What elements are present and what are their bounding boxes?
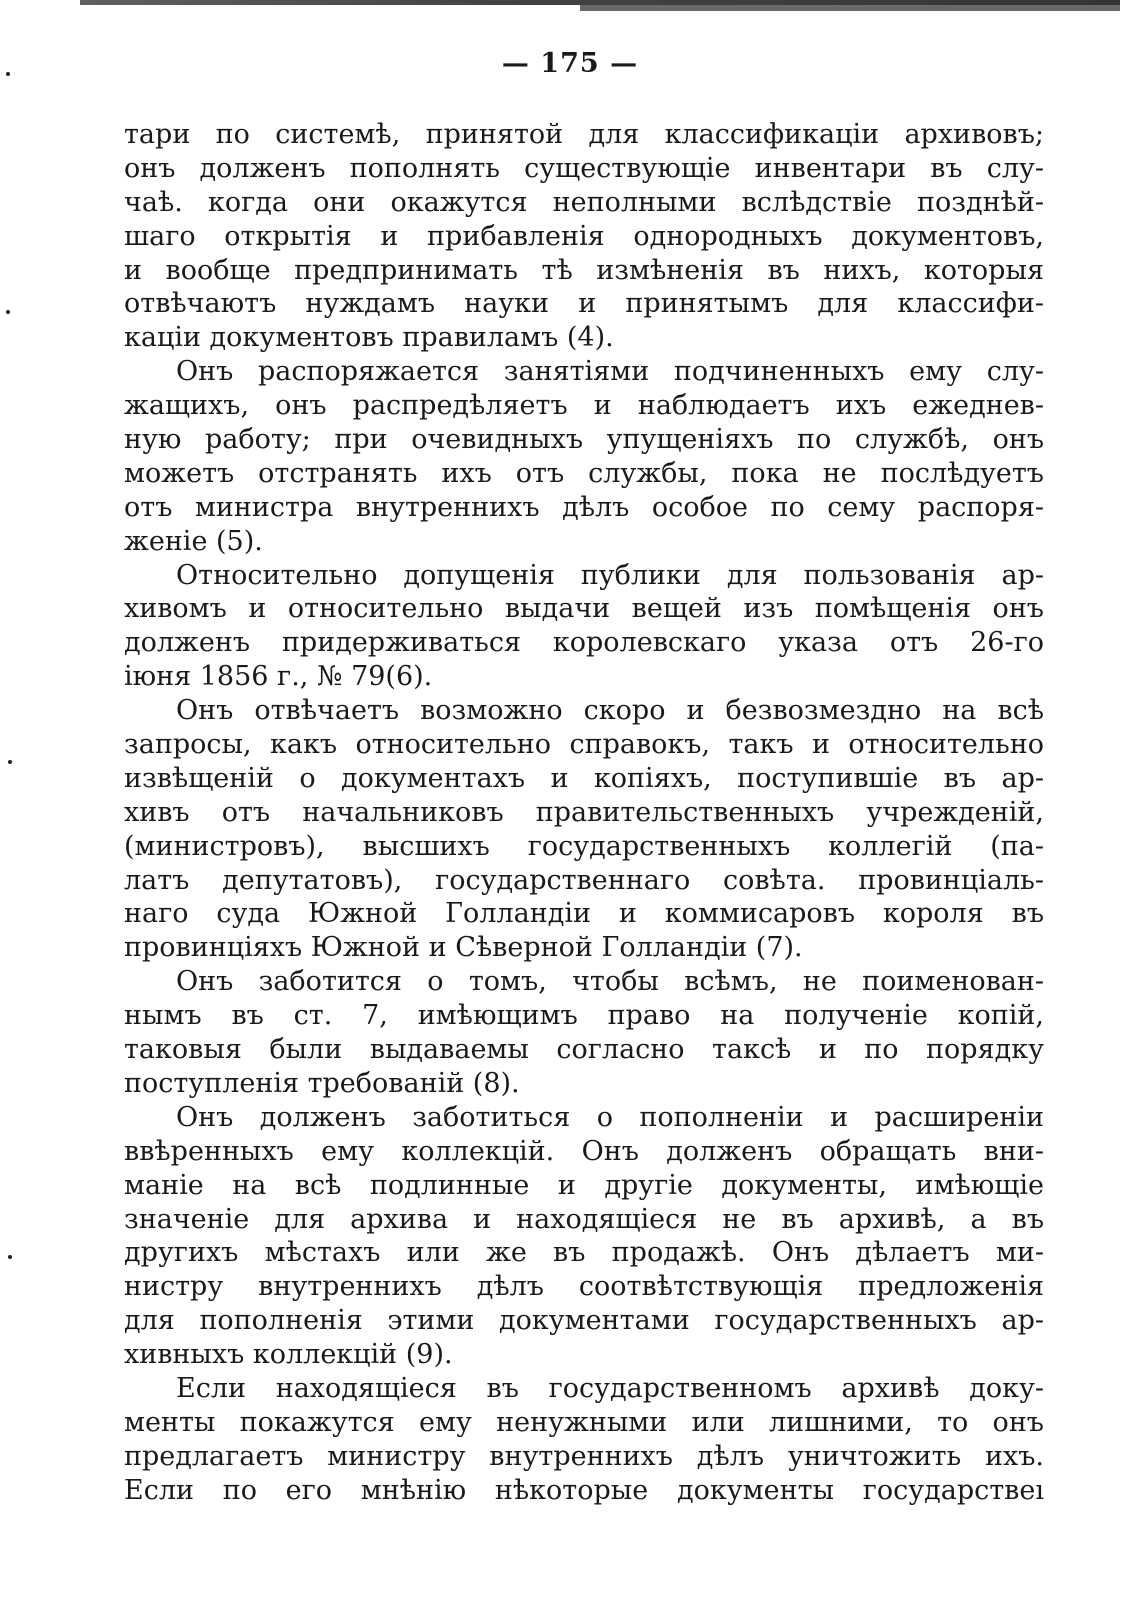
page-body-text — [124, 118, 1044, 1508]
text-line: жащихъ, онъ распредѣляетъ и наблюдаетъ ихъ ежеднев- — [124, 390, 1044, 422]
text-line: Онъ долженъ заботиться о пополненіи и расширеніи — [176, 1101, 1044, 1133]
text-line: онъ долженъ пополнять существующіе инвентари въ слу- — [124, 152, 1044, 184]
page-number: — 175 — — [501, 48, 639, 79]
text-line: запросы, какъ относительно справокъ, такъ и относительно — [124, 729, 1044, 761]
scan-speck — [8, 760, 12, 764]
text-line: отвѣчаютъ нуждамъ науки и принятымъ для классифи- — [124, 288, 1044, 320]
text-line: ную работу; при очевидныхъ упущеніяхъ по службѣ, онъ — [124, 424, 1044, 456]
scan-speck — [8, 1255, 12, 1259]
scan-top-edge-shadow — [580, 5, 1120, 11]
text-line: значеніе для архива и находящіеся не въ архивѣ, а въ — [124, 1203, 1044, 1235]
text-line: долженъ придерживаться королевскаго указа отъ 26-го — [124, 627, 1044, 659]
text-line: менты покажутся ему ненужными или лишними, то онъ — [124, 1406, 1044, 1438]
scan-speck — [6, 310, 10, 314]
text-line: хивомъ и относительно выдачи вещей изъ помѣщенія онъ — [124, 593, 1044, 625]
text-line: Онъ заботится о томъ, чтобы всѣмъ, не поименован- — [176, 966, 1044, 998]
text-line: каціи документовъ правиламъ (4). — [124, 322, 614, 354]
text-line: Если находящіеся въ государственномъ архивѣ доку- — [176, 1372, 1044, 1404]
text-line: нистру внутреннихъ дѣлъ соотвѣтствующія предложенія — [124, 1271, 1044, 1303]
text-line: для пополненія этими документами государственныхъ ар- — [124, 1305, 1044, 1337]
text-line: (министровъ), высшихъ государственныхъ коллегій (па- — [124, 830, 1044, 862]
text-line: нымъ въ ст. 7, имѣющимъ право на полученіе копій, — [124, 1000, 1044, 1032]
text-line: таковыя были выдаваемы согласно таксѣ и по порядку — [124, 1034, 1044, 1066]
text-line: можетъ отстранять ихъ отъ службы, пока не послѣдуетъ — [124, 457, 1044, 489]
text-line: отъ министра внутреннихъ дѣлъ особое по сему распоря- — [124, 491, 1044, 523]
text-line: шаго открытія и прибавленія однородныхъ документовъ, — [124, 220, 1044, 252]
text-line: другихъ мѣстахъ или же въ продажѣ. Онъ дѣлаетъ ми- — [124, 1237, 1044, 1269]
text-line: латъ депутатовъ), государственнаго совѣта. провинціаль- — [124, 864, 1044, 896]
text-line: провинціяхъ Южной и Сѣверной Голландіи (7). — [124, 932, 803, 964]
text-line: хивъ отъ начальниковъ правительственныхъ учрежденій, — [124, 796, 1044, 828]
text-line: ввѣренныхъ ему коллекцій. Онъ долженъ обращать вни- — [124, 1135, 1044, 1167]
text-line: извѣщеній о документахъ и копіяхъ, поступившіе въ ар- — [124, 762, 1044, 794]
text-line: Онъ распоряжается занятіями подчиненныхъ ему слу- — [176, 356, 1044, 388]
text-line: поступленія требованій (8). — [124, 1067, 520, 1099]
text-line: наго суда Южной Голландіи и коммисаровъ короля въ — [124, 898, 1044, 930]
text-line: Относительно допущенія публики для пользованія ар- — [176, 559, 1044, 591]
text-line: и вообще предпринимать тѣ измѣненія въ нихъ, которыя — [124, 254, 1044, 286]
text-line: Онъ отвѣчаетъ возможно скоро и безвозмездно на всѣ — [176, 695, 1044, 727]
text-line: іюня 1856 г., № 79(6). — [124, 661, 433, 693]
text-line: Если по его мнѣнію нѣкоторые документы государствеı — [124, 1474, 1044, 1506]
text-line: маніе на всѣ подлинные и другіе документы, имѣющіе — [124, 1169, 1044, 1201]
text-line: тари по системѣ, принятой для классификаціи архивовъ; — [124, 119, 1044, 150]
text-line: хивныхъ коллекцій (9). — [124, 1339, 453, 1371]
text-line: предлагаетъ министру внутреннихъ дѣлъ уничтожить ихъ. — [124, 1440, 1044, 1472]
text-line: женіе (5). — [124, 525, 263, 557]
text-line: чаѣ. когда они окажутся неполными вслѣдствіе позднѣй- — [124, 186, 1044, 218]
